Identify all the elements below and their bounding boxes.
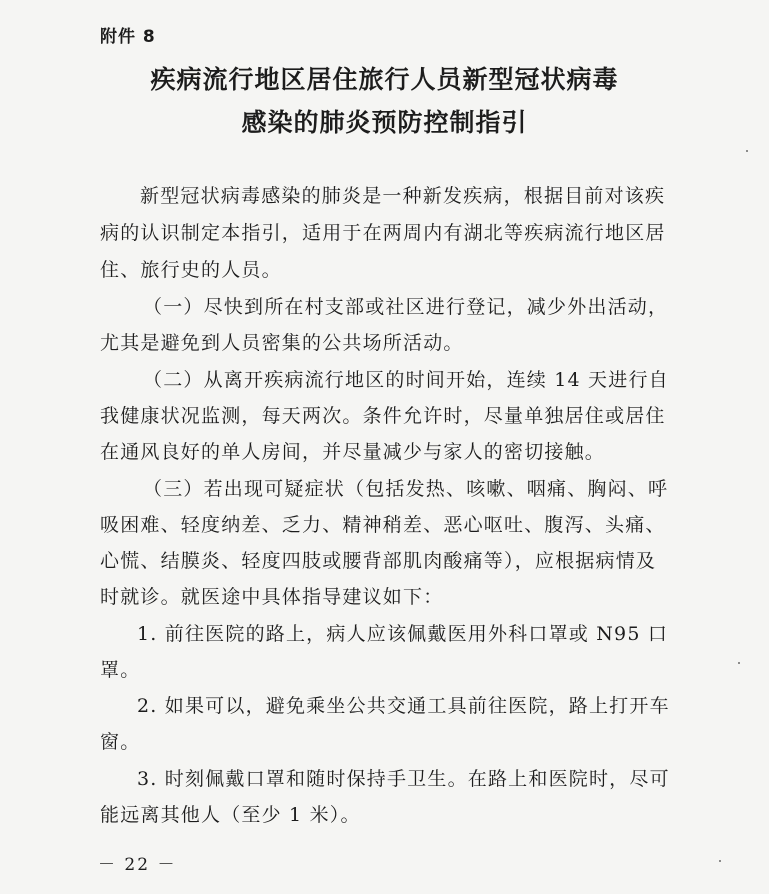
scan-speck — [746, 150, 748, 152]
body-line: 1. 前往医院的路上，病人应该佩戴医用外科口罩或 N95 口 — [137, 623, 669, 645]
document-title-line-2: 感染的肺炎预防控制指引 — [241, 108, 528, 137]
attachment-label: 附件 8 — [100, 27, 156, 47]
body-line: （二）从离开疾病流行地区的时间开始，连续 14 天进行自 — [143, 369, 669, 391]
scan-speck — [719, 860, 721, 862]
body-line: 吸困难、轻度纳差、乏力、精神稍差、恶心呕吐、腹泻、头痛、 — [100, 514, 666, 536]
body-line: 我健康状况监测，每天两次。条件允许时，尽量单独居住或居住 — [100, 405, 666, 427]
body-line: 病的认识制定本指引，适用于在两周内有湖北等疾病流行地区居 — [100, 222, 666, 244]
body-line: 新型冠状病毒感染的肺炎是一种新发疾病，根据目前对该疾 — [140, 185, 666, 207]
body-line: 在通风良好的单人房间，并尽量减少与家人的密切接触。 — [100, 441, 606, 463]
body-line: 尤其是避免到人员密集的公共场所活动。 — [100, 332, 464, 354]
body-line: 能远离其他人（至少 1 米）。 — [100, 804, 361, 826]
page-number: － 22 － — [98, 855, 177, 875]
body-line: 窗。 — [100, 731, 141, 753]
body-line: 时就诊。就医途中具体指导建议如下： — [100, 586, 444, 608]
document-title-line-1: 疾病流行地区居住旅行人员新型冠状病毒 — [150, 65, 619, 94]
body-line: （三）若出现可疑症状（包括发热、咳嗽、咽痛、胸闷、呼 — [143, 478, 669, 500]
body-line: 2. 如果可以，避免乘坐公共交通工具前往医院，路上打开车 — [137, 695, 670, 717]
body-line: 心慌、结膜炎、轻度四肢或腰背部肌肉酸痛等），应根据病情及 — [100, 550, 657, 572]
body-line: 3. 时刻佩戴口罩和随时保持手卫生。在路上和医院时，尽可 — [137, 768, 670, 790]
body-line: 住、旅行史的人员。 — [100, 259, 282, 281]
body-line: （一）尽快到所在村支部或社区进行登记，减少外出活动， — [143, 296, 669, 318]
scan-speck — [738, 662, 740, 664]
body-line: 罩。 — [100, 659, 141, 681]
